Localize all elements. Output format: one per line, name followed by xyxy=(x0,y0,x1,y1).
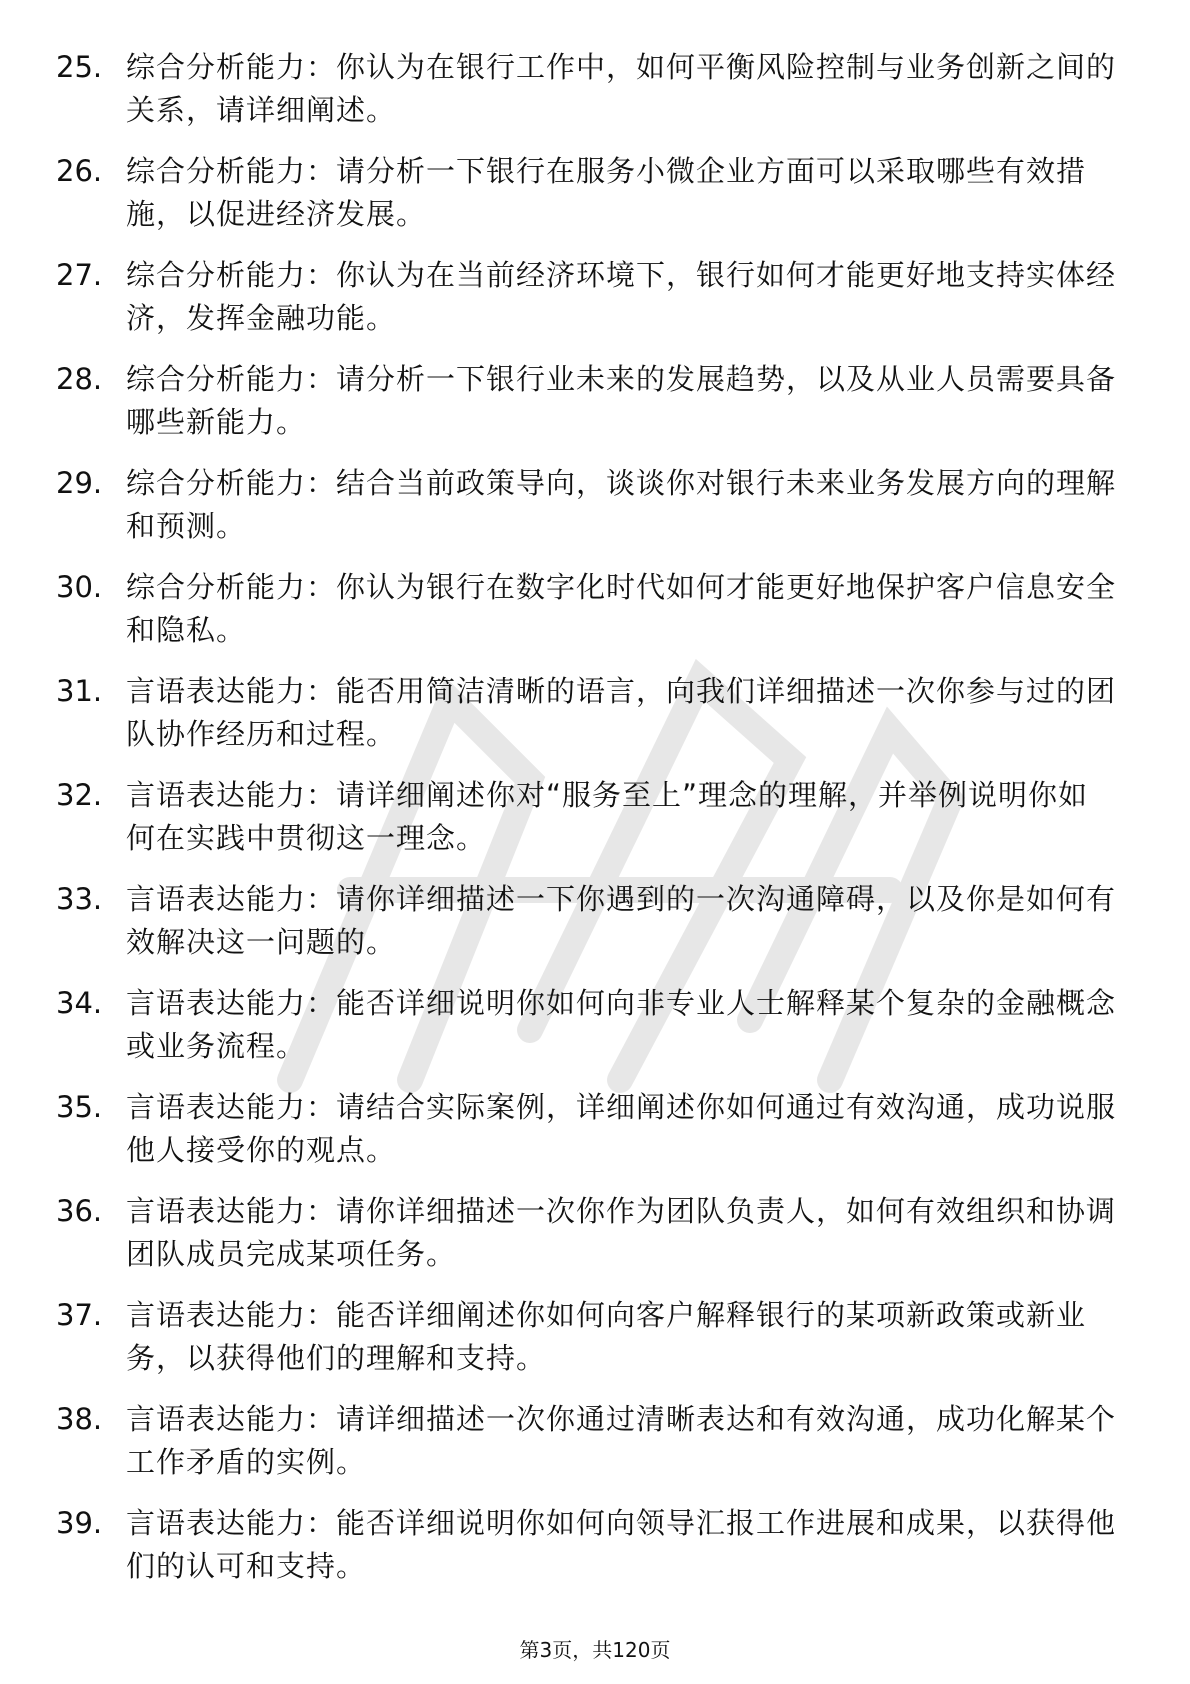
question-number: 35. xyxy=(56,1090,103,1124)
question-text: 言语表达能力：请详细阐述你对“服务至上”理念的理解，并举例说明你如何在实践中贯彻这一理念。 xyxy=(126,778,1089,855)
question-number: 27. xyxy=(56,258,103,292)
question-item-37 xyxy=(56,1294,1116,1382)
question-text: 言语表达能力：请详细描述一次你通过清晰表达和有效沟通，成功化解某个工作矛盾的实例。 xyxy=(126,1402,1117,1479)
question-text: 言语表达能力：请你详细描述一次你作为团队负责人，如何有效组织和协调团队成员完成某项任务。 xyxy=(126,1194,1117,1271)
question-item-28 xyxy=(56,358,1116,446)
question-number: 38. xyxy=(56,1402,103,1436)
question-item-36 xyxy=(56,1190,1116,1278)
question-text: 言语表达能力：请你详细描述一下你遇到的一次沟通障碍，以及你是如何有效解决这一问题的。 xyxy=(126,882,1117,959)
question-item-34 xyxy=(56,982,1116,1070)
question-number: 33. xyxy=(56,882,103,916)
question-text: 综合分析能力：结合当前政策导向，谈谈你对银行未来业务发展方向的理解和预测。 xyxy=(126,466,1117,543)
question-text: 言语表达能力：能否用简洁清晰的语言，向我们详细描述一次你参与过的团队协作经历和过程。 xyxy=(126,674,1117,751)
question-item-30 xyxy=(56,566,1116,654)
question-item-32 xyxy=(56,774,1116,862)
question-number: 36. xyxy=(56,1194,103,1228)
question-number: 32. xyxy=(56,778,103,812)
question-item-29 xyxy=(56,462,1116,550)
question-item-35 xyxy=(56,1086,1116,1174)
question-number: 39. xyxy=(56,1506,103,1540)
question-number: 25. xyxy=(56,50,103,84)
question-item-33 xyxy=(56,878,1116,966)
question-number: 37. xyxy=(56,1298,103,1332)
question-text: 综合分析能力：请分析一下银行业未来的发展趋势，以及从业人员需要具备哪些新能力。 xyxy=(126,362,1117,439)
page-footer xyxy=(0,1634,1190,1663)
question-item-31 xyxy=(56,670,1116,758)
question-number: 29. xyxy=(56,466,103,500)
question-item-26 xyxy=(56,150,1116,238)
question-item-38 xyxy=(56,1398,1116,1486)
question-text: 言语表达能力：能否详细说明你如何向领导汇报工作进展和成果，以获得他们的认可和支持。 xyxy=(126,1506,1117,1583)
question-item-25 xyxy=(56,46,1116,134)
question-text: 言语表达能力：请结合实际案例，详细阐述你如何通过有效沟通，成功说服他人接受你的观点。 xyxy=(126,1090,1117,1167)
page-number-label: 第3页，共120页 xyxy=(519,1638,671,1662)
question-number: 26. xyxy=(56,154,103,188)
question-list xyxy=(56,46,1116,1606)
question-item-39 xyxy=(56,1502,1116,1590)
question-text: 综合分析能力：你认为在银行工作中，如何平衡风险控制与业务创新之间的关系，请详细阐述。 xyxy=(126,50,1117,127)
question-text: 言语表达能力：能否详细说明你如何向非专业人士解释某个复杂的金融概念或业务流程。 xyxy=(126,986,1117,1063)
question-text: 综合分析能力：你认为银行在数字化时代如何才能更好地保护客户信息安全和隐私。 xyxy=(126,570,1117,647)
question-text: 综合分析能力：请分析一下银行在服务小微企业方面可以采取哪些有效措施，以促进经济发展。 xyxy=(126,154,1087,231)
question-text: 言语表达能力：能否详细阐述你如何向客户解释银行的某项新政策或新业务，以获得他们的理解和支持。 xyxy=(126,1298,1087,1375)
question-number: 31. xyxy=(56,674,103,708)
question-item-27 xyxy=(56,254,1116,342)
question-number: 28. xyxy=(56,362,103,396)
question-number: 30. xyxy=(56,570,103,604)
question-text: 综合分析能力：你认为在当前经济环境下，银行如何才能更好地支持实体经济，发挥金融功能。 xyxy=(126,258,1117,335)
question-number: 34. xyxy=(56,986,103,1020)
